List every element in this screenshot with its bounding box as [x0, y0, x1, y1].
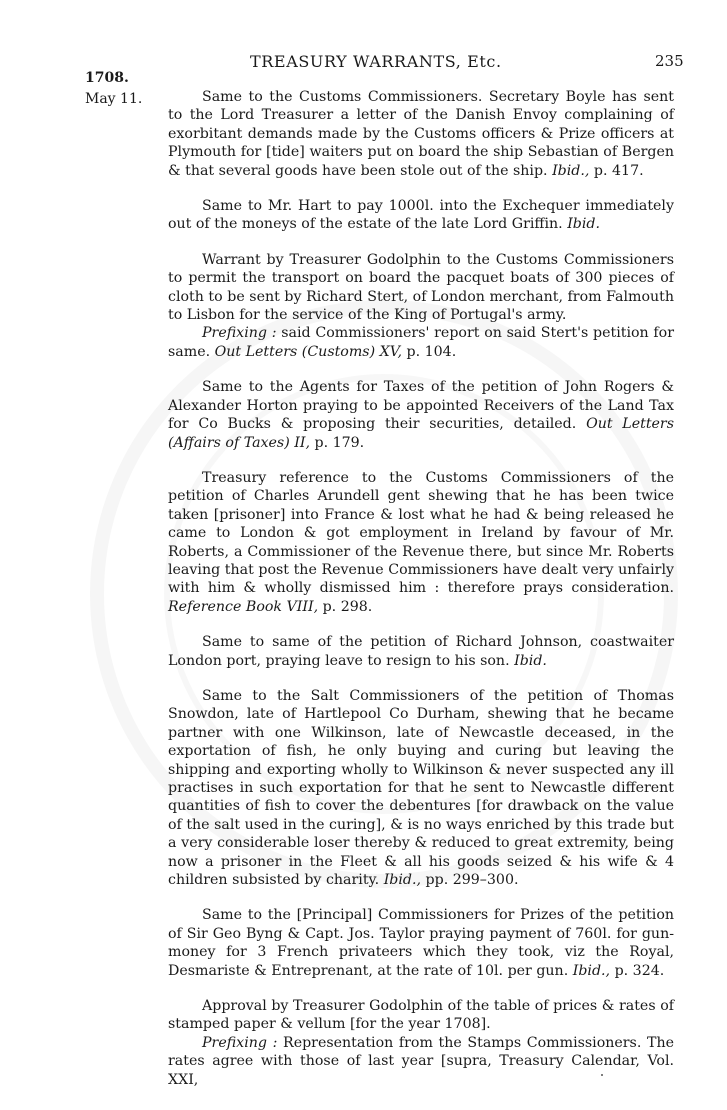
- entry-thomas-snowdon: [168, 687, 674, 889]
- prefix-source: Out Letters (Customs) XV,: [214, 343, 402, 360]
- entry-charles-arundell: [168, 469, 674, 616]
- entry-richard-johnson: [168, 633, 674, 670]
- entry-stamped-paper: [168, 997, 674, 1034]
- entry-source: Ibid.,: [552, 162, 590, 179]
- entry-text: Approval by Treasurer Godolphin of the table of prices & rates of stamped paper & vellum [for the year 1708].: [168, 998, 674, 1033]
- entry-source: Ibid.,: [572, 962, 611, 979]
- prefix-stert: [168, 324, 674, 361]
- entry-page: pp. 299–300.: [425, 872, 519, 889]
- entry-source: Ibid.: [514, 652, 547, 669]
- entry-page: p. 179.: [314, 434, 365, 451]
- prefix-label: Prefixing :: [202, 325, 277, 342]
- entry-agents-for-taxes: [168, 378, 674, 452]
- entry-source: Ibid.,: [383, 872, 422, 889]
- entry-text: Same to the Customs Commissioners. Secretary Boyle has sent to the Lord Treasurer a letter of the Danish Envoy complaining of exorbitant demands made by the Customs officers & Prize officers at Plymouth for [tide] waiters put on board the ship Sebastian of Bergen & that several goods have been stole out of the ship.: [168, 89, 674, 179]
- speck-mark: [601, 1074, 603, 1076]
- margin-year: 1708.: [85, 70, 129, 86]
- entry-mr-hart: [168, 197, 674, 234]
- entry-page: p. 324.: [614, 962, 665, 979]
- entry-text: Warrant by Treasurer Godolphin to the Customs Commissioners to permit the transport on board the pacquet boats of 300 pieces of cloth to be sent by Richard Stert, of London merchant, from Falmouth to Lisbon for the service of the King of Portugal's army.: [168, 251, 674, 324]
- document-body: [168, 88, 674, 1106]
- entry-text: Treasury reference to the Customs Commissioners of the petition of Charles Arundell gent shewing that he has been twice taken [prisoner] into France & lost what he had & being released he came to London & got employment in Ireland by favour of Mr. Roberts, a Commissioner of the Revenue there, but since Mr. Roberts leaving that post the Revenue Commissioners have dealt very unfairly with him & wholly dismissed him : therefore prays consideration.: [168, 469, 674, 597]
- prefix-text: said Commissioners' report on said Stert's petition for same.: [168, 325, 674, 360]
- entry-page: p. 298.: [322, 598, 373, 615]
- entry-text: Same to the Agents for Taxes of the petition of John Rogers & Alexander Horton praying to be appointed Receivers of the Land Tax for Co Bucks & proposing their securities, detailed.: [168, 379, 674, 433]
- entry-source: Ibid.: [567, 216, 601, 233]
- prefix-stamps: [168, 1034, 674, 1089]
- entry-text: Same to the [Principal] Commissioners for Prizes of the petition of Sir Geo Byng & Capt. Jos. Taylor praying payment of 760l. for gun-money for 3 French privateers which they took, viz the Royal, Desmariste & Entreprenant, at the rate of 10l. per gun.: [168, 907, 674, 979]
- entry-page: p. 417.: [593, 162, 644, 179]
- entry-source: Out Letters (Affairs of Taxes) II,: [168, 416, 674, 451]
- margin-date: May 11.: [85, 91, 143, 107]
- prefix-page: p. 104.: [406, 343, 457, 360]
- running-title: TREASURY WARRANTS, Etc.: [250, 52, 502, 71]
- entry-customs-danish-envoy: [168, 88, 674, 180]
- page-number: 235: [655, 52, 684, 70]
- prefix-label: Prefixing :: [202, 1034, 278, 1051]
- entry-text: Same to the Salt Commissioners of the petition of Thomas Snowdon, late of Hartlepool Co Durham, shewing that he became partner with one Wilkinson, late of Newcastle deceased, in the exportation of fish, he only buying and curing but leaving the shipping and exporting wholly to Wilkinson & never suspected any ill practises in such exportation for that he sent to Newcastle different quantities of fish to cover the debentures [for drawback on the value of the salt used in the curing], & is no ways enriched by this trade but a very considerable loser thereby & reduced to great extremity, being now a prisoner in the Fleet & all his goods seized & his wife & 4 children subsisted by charity.: [168, 687, 674, 889]
- entry-prizes-byng-taylor: [168, 906, 674, 980]
- entry-text: Same to same of the petition of Richard Johnson, coastwaiter London port, praying leave to resign to his son.: [168, 634, 674, 669]
- entry-source: Reference Book VIII,: [168, 598, 319, 615]
- entry-warrant-stert: [168, 251, 674, 325]
- prefix-text: Representation from the Stamps Commissioners. The rates agree with those of last year [supra, Treasury Calendar, Vol. XXI,: [168, 1034, 674, 1088]
- entry-text: Same to Mr. Hart to pay 1000l. into the Exchequer immediately out of the moneys of the estate of the late Lord Griffin.: [168, 198, 674, 233]
